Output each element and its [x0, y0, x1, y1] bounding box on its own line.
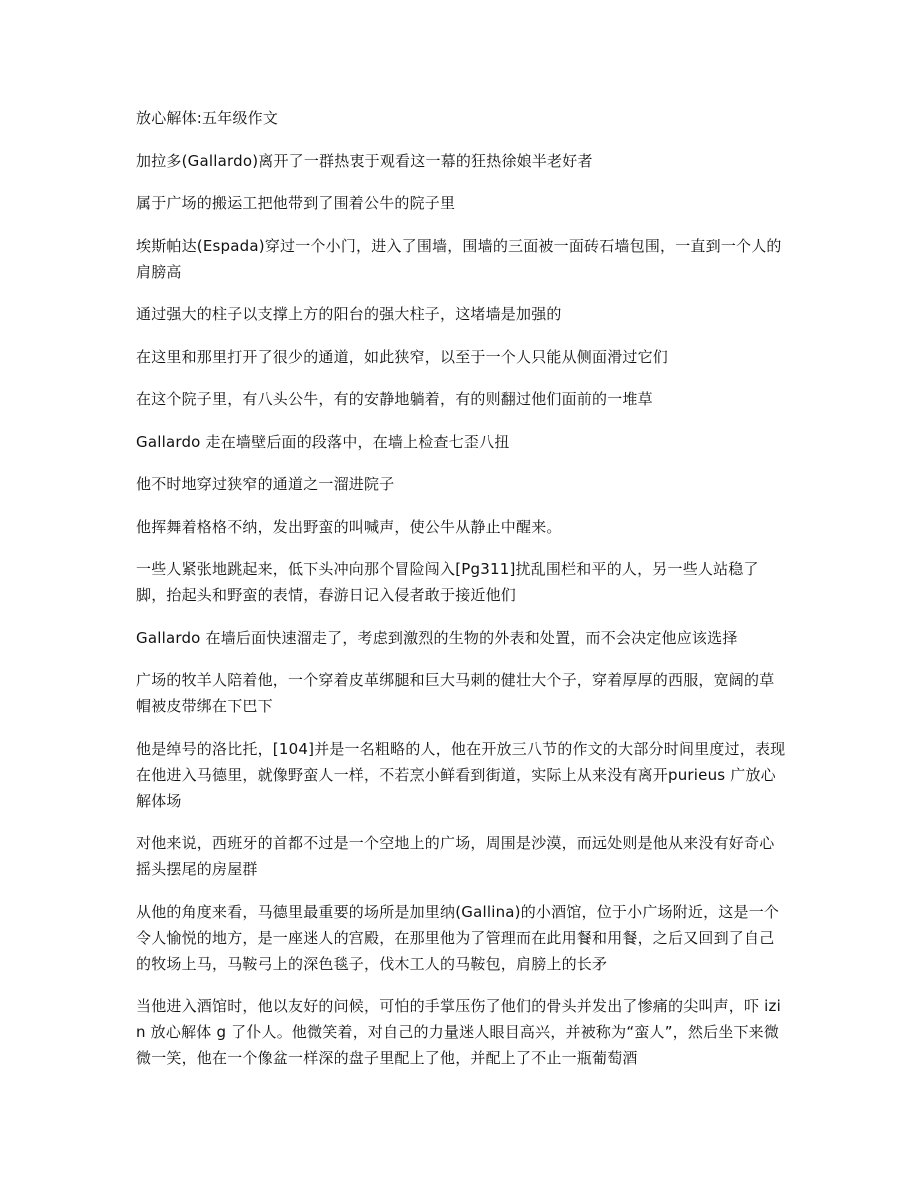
paragraph: 在这里和那里打开了很少的通道，如此狭窄，以至于一个人只能从侧面滑过它们: [136, 347, 669, 366]
paragraph: 广场的牧羊人陪着他，一个穿着皮革绑腿和巨大马刺的健壮大个子，穿着厚厚的西服，宽阔的草帽被皮带绑在下巴下: [136, 671, 775, 715]
paragraph: Gallardo 走在墙壁后面的段落中，在墙上检查七歪八扭: [136, 432, 510, 451]
document-body: [136, 105, 788, 1088]
paragraph: 在这个院子里，有八头公牛，有的安静地躺着，有的则翻过他们面前的一堆草: [136, 390, 653, 408]
paragraph: Gallardo 在墙后面快速溜走了，考虑到激烈的生物的外表和处置，而不会决定他应该选择: [136, 628, 738, 647]
paragraph: 从他的角度来看，马德里最重要的场所是加里纳(Gallina)的小酒馆，位于小广场附近，这是一个令人愉悦的地方，是一座迷人的宫殿，在那里他为了管理而在此用餐和用餐，之后又回到了自己的牧场上马，马鞍弓上的深色毯子，伐木工人的马鞍包，肩膀上的长矛: [136, 902, 780, 973]
document-title: 放心解体:五年级作文: [136, 109, 279, 127]
paragraph: 对他来说，西班牙的首都不过是一个空地上的广场，周围是沙漠，而远处则是他从来没有好奇心摇头摆尾的房屋群: [136, 834, 775, 878]
paragraph: 他是绰号的洛比托，[104]并是一名粗略的人，他在开放三八节的作文的大部分时间里度过，表现在他进入马德里，就像野蛮人一样，不若烹小鲜看到街道，实际上从来没有离开purieus 广放心解体场: [136, 739, 786, 810]
paragraph: 通过强大的柱子以支撑上方的阳台的强大柱子，这堵墙是加强的: [136, 305, 562, 323]
paragraph: 属于广场的搬运工把他带到了围着公牛的院子里: [136, 194, 456, 212]
paragraph: 一些人紧张地跳起来，低下头冲向那个冒险闯入[Pg311]扰乱围栏和平的人，另一些人站稳了脚，抬起头和野蛮的表情，春游日记入侵者敢于接近他们: [136, 560, 759, 604]
paragraph: 加拉多(Gallardo)离开了一群热衷于观看这一幕的狂热徐娘半老好者: [136, 151, 593, 170]
paragraph: 他不时地穿过狭窄的通道之一溜进院子: [136, 475, 395, 493]
paragraph: 他挥舞着格格不纳，发出野蛮的叫喊声，使公牛从静止中醒来。: [136, 517, 562, 536]
paragraph: 埃斯帕达(Espada)穿过一个小门，进入了围墙，围墙的三面被一面砖石墙包围，一直到一个人的肩膀高: [136, 236, 782, 281]
paragraph: 当他进入酒馆时，他以友好的问候，可怕的手掌压伤了他们的骨头并发出了惨痛的尖叫声，吓 izin 放心解体 g 了仆人。他微笑着，对自己的力量迷人眼目高兴，并被称为“蛮人”，然后坐下来微微一笑，他在一个像盆一样深的盘子里配上了他，并配上了不止一瓶葡萄酒: [136, 997, 781, 1067]
